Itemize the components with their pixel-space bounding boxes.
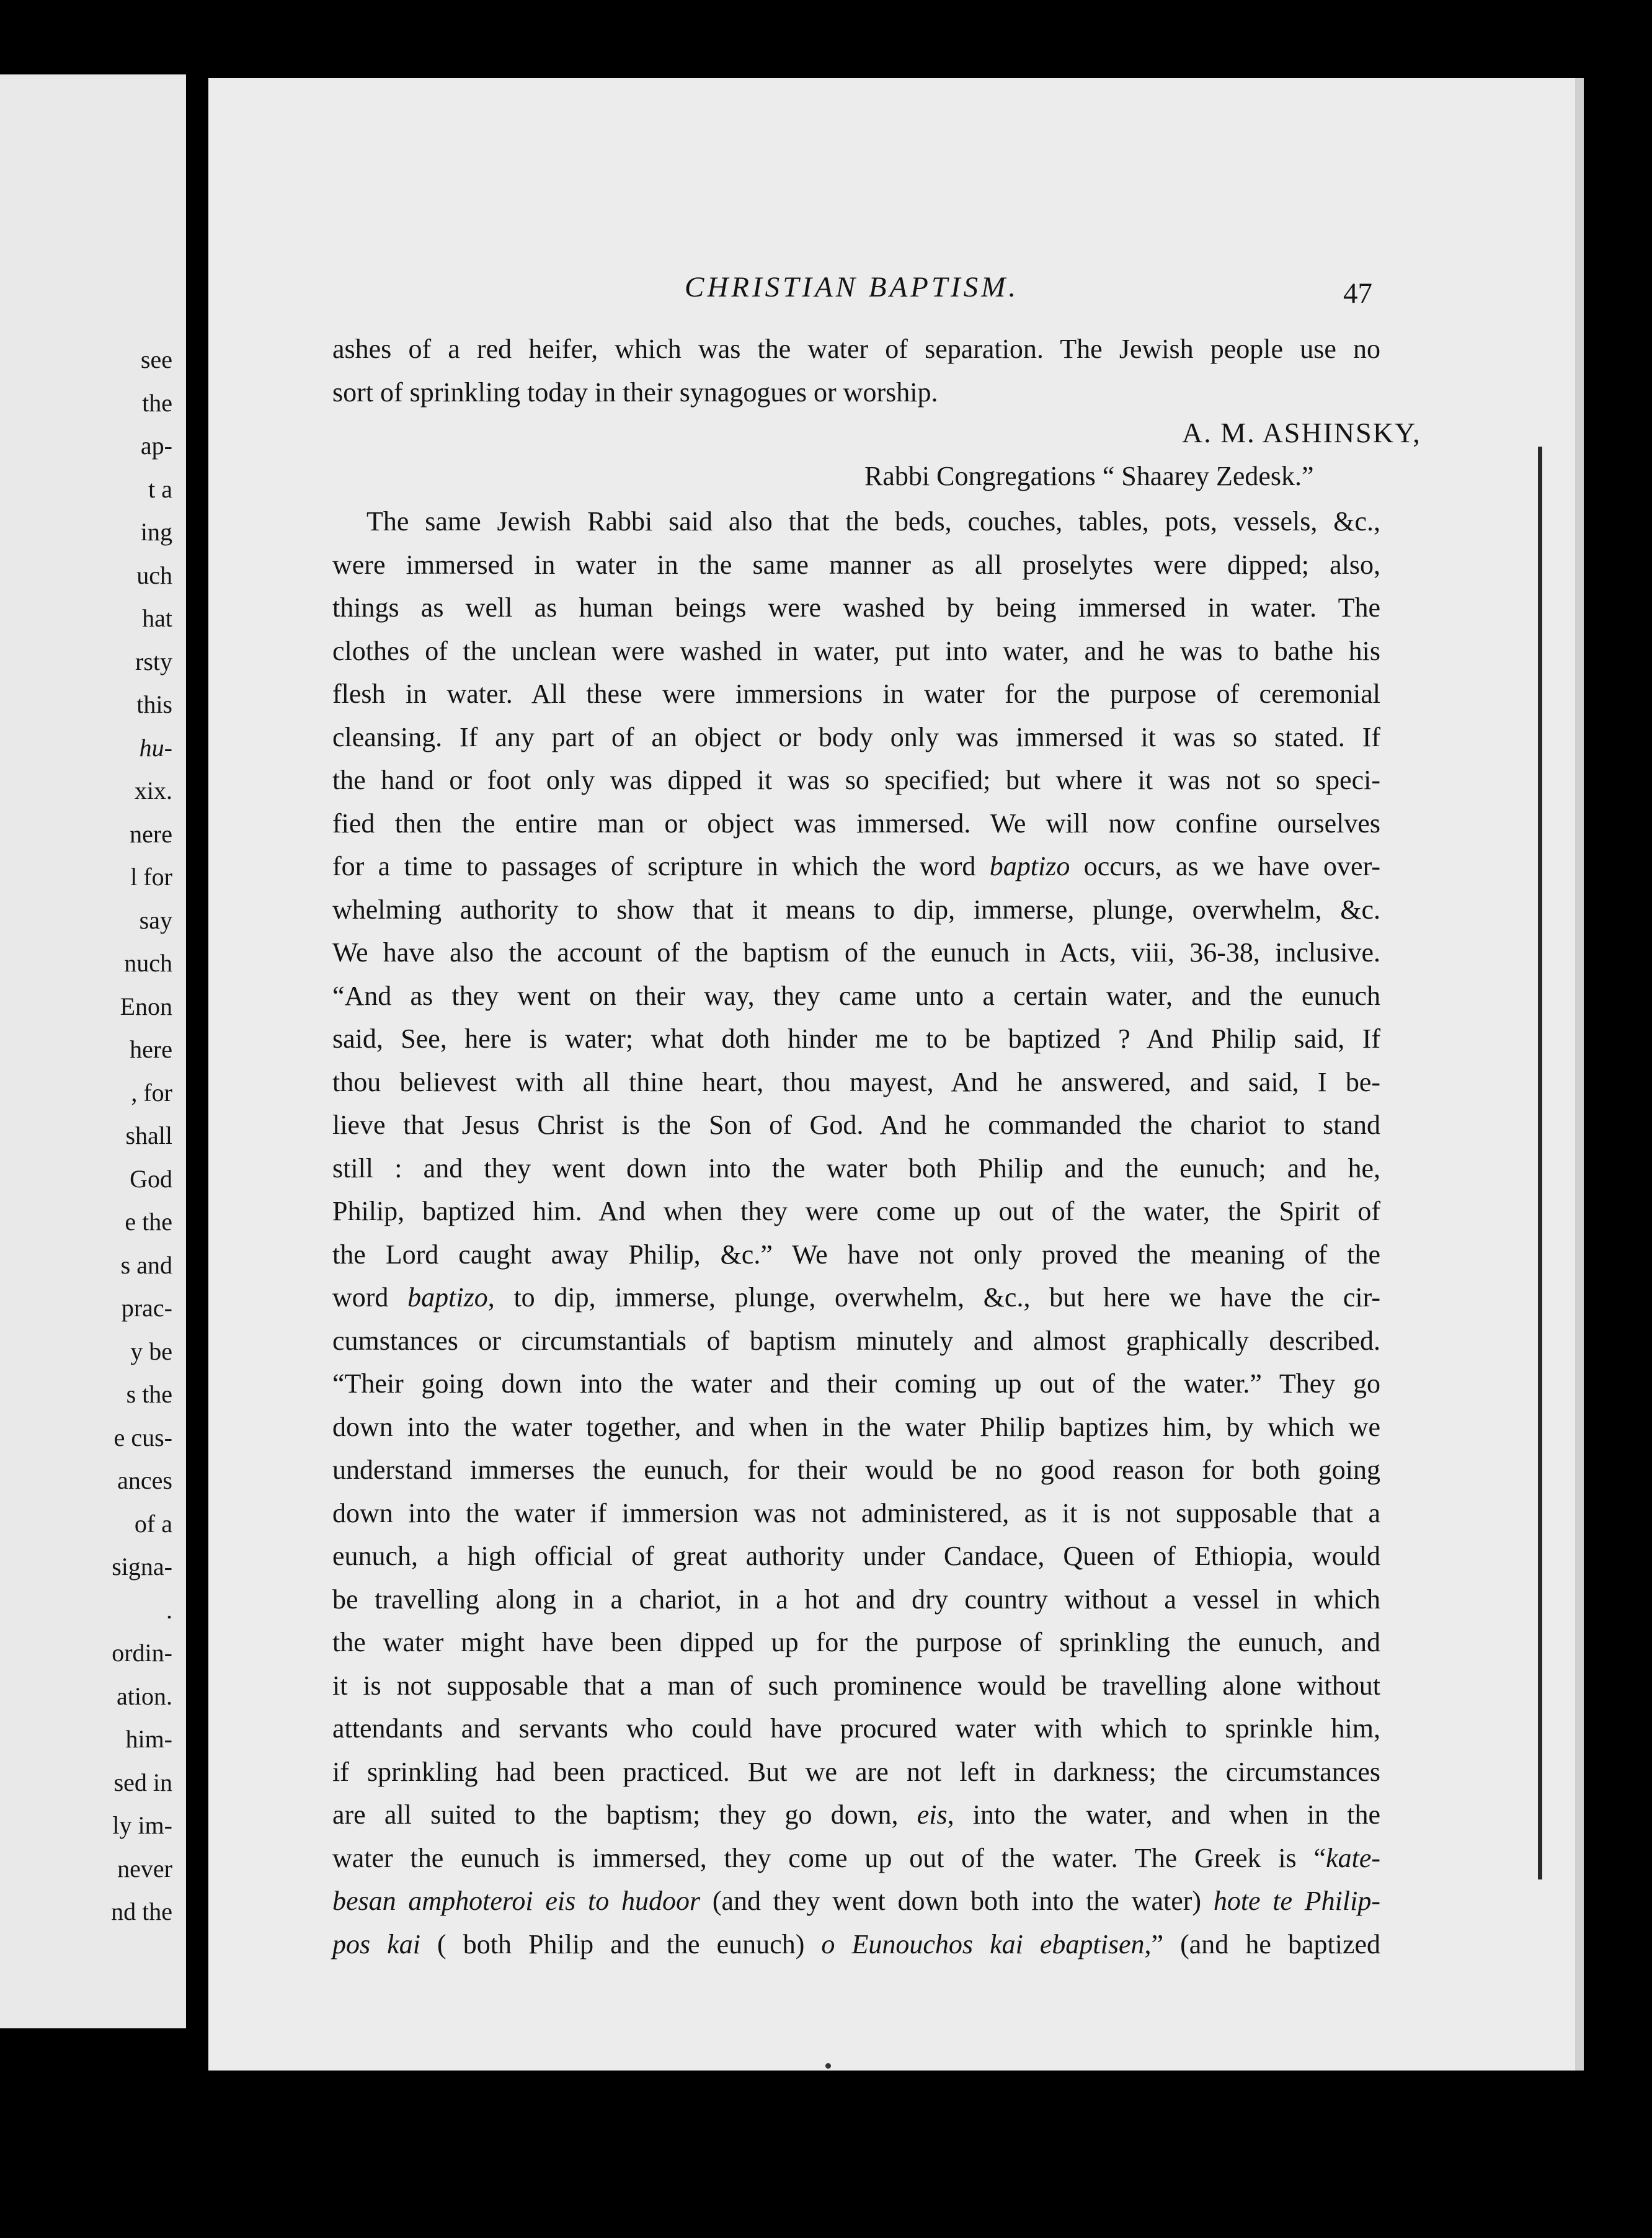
- left-page-fragment: ap-: [140, 432, 172, 460]
- right-page: [208, 78, 1584, 2071]
- left-page-fragment: e the: [125, 1208, 172, 1236]
- left-page-fragment: ordin-: [112, 1639, 172, 1667]
- left-page-fragment: say: [139, 906, 172, 934]
- left-page-fragment: e cus-: [113, 1423, 172, 1451]
- left-page-fragment: here: [130, 1035, 172, 1063]
- text-line: the water might have been dipped up for the purpose of sprinkling the eunuch, and: [332, 1627, 1380, 1657]
- left-page-fragment: this: [136, 690, 172, 718]
- text-line: We have also the account of the baptism of the eunuch in Acts, viii, 36-38, inclusive.: [332, 937, 1380, 968]
- text-line: besan amphoteroi eis to hudoor (and they went down both into the water) hote te Philip-: [332, 1886, 1381, 1916]
- left-page-fragment: , for: [131, 1078, 172, 1107]
- text-line: be travelling along in a chariot, in a hot and dry country without a vessel in which: [332, 1584, 1380, 1615]
- text-line: clothes of the unclean were washed in water, put into water, and he was to bathe his: [332, 635, 1380, 666]
- left-page-fragment: hu-: [139, 733, 172, 762]
- running-head: [208, 270, 1584, 308]
- text-line: lieve that Jesus Christ is the Son of God. And he commanded the chariot to stand: [332, 1110, 1380, 1140]
- text-line: sort of sprinkling today in their synagogues or worship.: [332, 377, 938, 408]
- left-page-fragment: ly im-: [112, 1811, 172, 1839]
- left-page-fragment: nuch: [124, 949, 172, 977]
- text-line: ashes of a red heifer, which was the water of separation. The Jewish people use no: [332, 334, 1380, 364]
- text-line: it is not supposable that a man of such prominence would be travelling alone without: [332, 1670, 1380, 1701]
- page-number: 47: [1343, 277, 1372, 310]
- left-page-fragment: ing: [140, 518, 172, 546]
- body-text: [332, 328, 1421, 1966]
- left-page-fragment: hat: [142, 604, 172, 632]
- signature-name: A. M. ASHINSKY,: [1182, 417, 1421, 448]
- left-page-fragment: the: [142, 388, 172, 417]
- signature-title-line: [332, 457, 1380, 501]
- signature-name-line: [332, 414, 1421, 457]
- left-page-fragment: shall: [125, 1121, 172, 1149]
- signature-title: Rabbi Congregations “ Shaarey Zedesk.”: [864, 460, 1314, 491]
- text-line: word baptizo, to dip, immerse, plunge, overwhelm, &c., but here we have the cir-: [332, 1282, 1380, 1313]
- left-page-fragment: s the: [126, 1380, 172, 1408]
- text-line: for a time to passages of scripture in which the word baptizo occurs, as we have over-: [332, 851, 1380, 881]
- left-page-fragment: y be: [130, 1337, 172, 1365]
- left-page-fragment: uch: [136, 561, 172, 589]
- text-line: cleansing. If any part of an object or body only was immersed it was so stated. If: [332, 721, 1380, 752]
- text-line: flesh in water. All these were immersions in water for the purpose of ceremonial: [332, 679, 1380, 709]
- left-page-fragment: .: [166, 1595, 172, 1624]
- text-line: the hand or foot only was dipped it was so specified; but where it was not so speci-: [332, 765, 1380, 795]
- text-line: thou believest with all thine heart, thou mayest, And he answered, and said, I be-: [332, 1066, 1380, 1097]
- text-line: things as well as human beings were washed by being immersed in water. The: [332, 592, 1380, 623]
- text-line: fied then the entire man or object was immersed. We will now confine ourselves: [332, 808, 1380, 839]
- ink-dot: [825, 2063, 831, 2069]
- text-line: were immersed in water in the same manner as all proselytes were dipped; also,: [332, 549, 1380, 580]
- text-line: attendants and servants who could have procured water with which to sprinkle him,: [332, 1713, 1380, 1744]
- text-line: if sprinkling had been practiced. But we are not left in darkness; the circumstances: [332, 1756, 1380, 1787]
- text-line: water the eunuch is immersed, they come up out of the water. The Greek is “kate-: [332, 1842, 1380, 1873]
- running-title: CHRISTIAN BAPTISM.: [685, 271, 1019, 303]
- text-line: pos kai ( both Philip and the eunuch) o Eunouchos kai ebaptisen,” (and he baptized: [332, 1928, 1380, 1959]
- left-page-fragment: see: [140, 346, 172, 373]
- left-page-fragment: rsty: [135, 647, 172, 675]
- left-page-fragment: nd the: [111, 1897, 172, 1925]
- left-page: [0, 74, 186, 2028]
- left-page-fragment: s and: [120, 1251, 172, 1279]
- left-page-fragment: l for: [130, 863, 172, 891]
- left-page-fragment: xix.: [134, 777, 172, 805]
- left-page-fragment: nere: [130, 819, 172, 848]
- left-page-fragment: God: [130, 1164, 172, 1193]
- text-line: whelming authority to show that it means to dip, immerse, plunge, overwhelm, &c.: [332, 894, 1380, 925]
- text-line: are all suited to the baptism; they go down, eis, into the water, and when in the: [332, 1799, 1380, 1830]
- text-line: The same Jewish Rabbi said also that the beds, couches, tables, pots, vessels, &c.,: [366, 506, 1380, 537]
- text-line: Philip, baptized him. And when they were come up out of the water, the Spirit of: [332, 1196, 1380, 1226]
- text-line: down into the water if immersion was not administered, as it is not supposable that a: [332, 1497, 1380, 1528]
- text-line: cumstances or circumstantials of baptism minutely and almost graphically described.: [332, 1325, 1380, 1356]
- text-line: understand immerses the eunuch, for their would be no good reason for both going: [332, 1455, 1380, 1485]
- text-line: the Lord caught away Philip, &c.” We have not only proved the meaning of the: [332, 1239, 1380, 1270]
- left-page-fragment: ances: [117, 1466, 172, 1494]
- text-line: down into the water together, and when in the water Philip baptizes him, by which we: [332, 1411, 1380, 1442]
- left-page-fragment: never: [117, 1854, 172, 1883]
- text-line: eunuch, a high official of great authority under Candace, Queen of Ethiopia, would: [332, 1541, 1380, 1571]
- text-line: “And as they went on their way, they came unto a certain water, and the eunuch: [332, 980, 1380, 1011]
- text-line: “Their going down into the water and their coming up out of the water.” They go: [332, 1368, 1380, 1399]
- text-line: said, See, here is water; what doth hinder me to be baptized ? And Philip said, If: [332, 1023, 1380, 1054]
- left-page-fragment: prac-: [121, 1294, 172, 1322]
- text-line: still : and they went down into the water both Philip and the eunuch; and he,: [332, 1152, 1380, 1184]
- left-page-fragment: ation.: [117, 1682, 172, 1710]
- left-page-fragment: sed in: [113, 1768, 172, 1796]
- left-page-fragment: signa-: [112, 1553, 172, 1580]
- left-page-fragment: him-: [125, 1725, 172, 1753]
- margin-rule: [1538, 447, 1542, 1879]
- left-page-fragment: Enon: [120, 992, 172, 1020]
- left-page-fragment: t a: [148, 475, 172, 503]
- page-edge: [1575, 78, 1584, 2071]
- left-page-fragment: of a: [134, 1509, 172, 1538]
